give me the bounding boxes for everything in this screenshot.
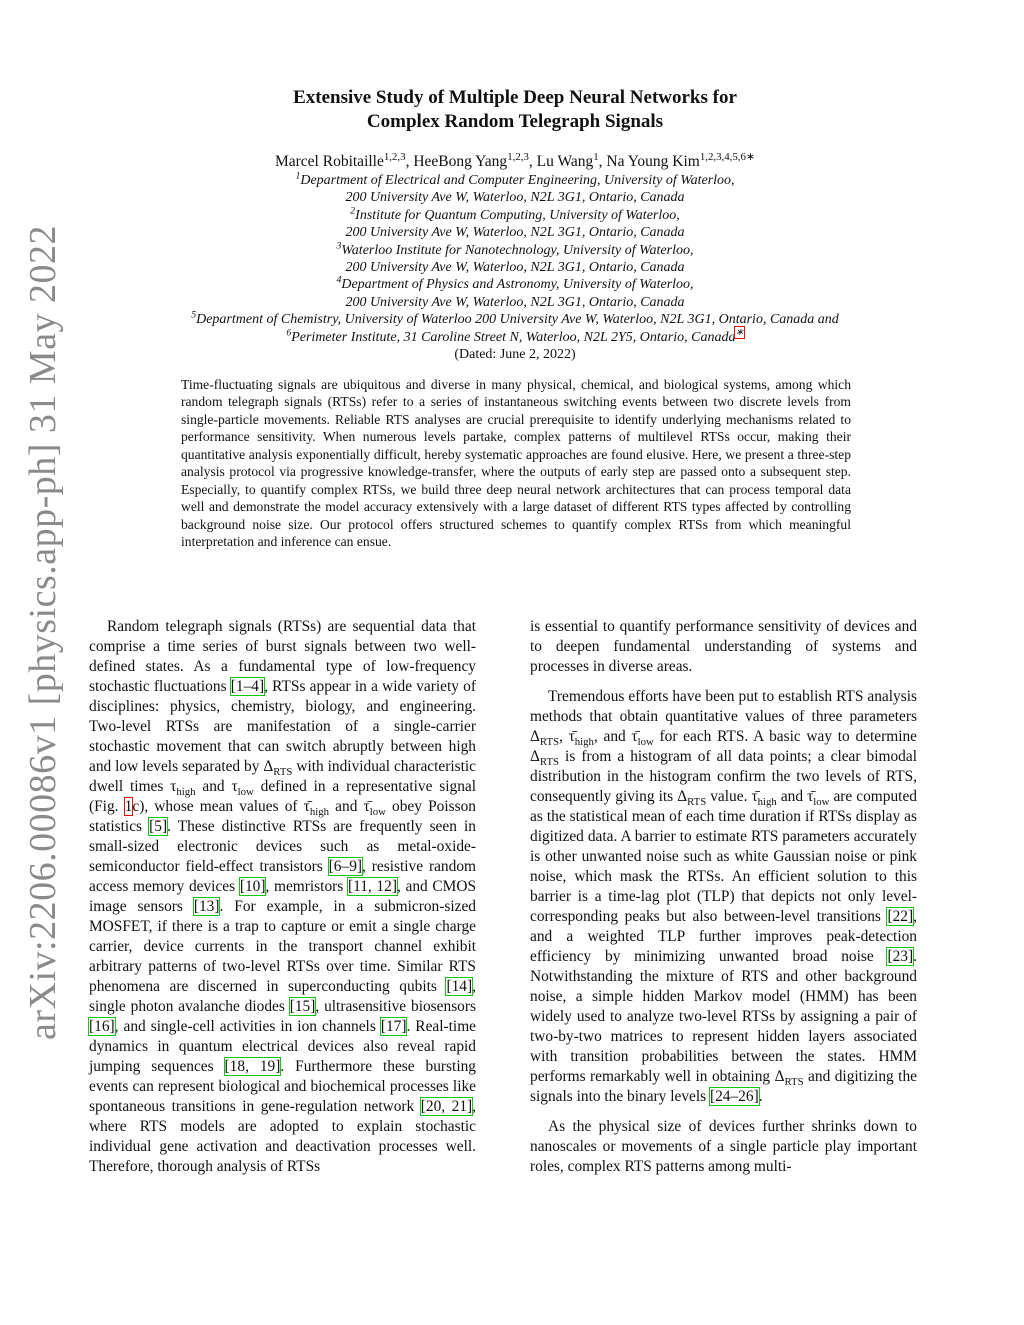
affiliations [100, 172, 930, 363]
author-list: Marcel Robitaille$^{1,2,3}$, HeeBong Yang$^{1,2,3}$, Lu Wang$^1$, Na Young Kim$^{1,2,3,4,5,6∗}$ [274, 150, 756, 170]
citation-link[interactable]: [13] [193, 898, 220, 915]
abstract: Time-fluctuating signals are ubiquitous and diverse in many physical, chemical, and biological systems, among which random telegraph signals (RTSs) refer to a series of instantaneous switching events between two discrete levels from single-particle movements. Reliable RTS analyses are crucial prerequisite to identify underlying mechanisms related to performance sensitivity. When numerous levels partake, complex patterns of multilevel RTSs occur, making their quantitative analysis exponentially difficult, hereby systematic approaches are found elusive. Here, we present a three-step analysis protocol via progressive knowledge-transfer, where the outputs of early step are passed onto a subsequent step. Especially, to quantify complex RTSs, we build three deep neural network architectures that can process temporal data well and demonstrate the model accuracy extensively with a large dataset of different RTS types affected by controlling background noise size. Our protocol offers structured schemes to quantify complex RTSs from which meaningful interpretation and inference can ensue. [181, 377, 851, 550]
citation-link[interactable]: [18, 19] [224, 1058, 281, 1075]
body-paragraph: is essential to quantify performance sensitivity of devices and to deepen fundamental understanding of systems and processes in diverse areas. [530, 618, 917, 675]
author-name: Na Young Kim [606, 153, 700, 170]
author-name: Marcel Robitaille [274, 153, 384, 170]
affiliation-line: 200 University Ave W, Waterloo, N2L 3G1, Ontario, Canada [345, 225, 685, 241]
affiliation-line: 200 University Ave W, Waterloo, N2L 3G1, Ontario, Canada [345, 260, 685, 276]
citation-link[interactable]: [20, 21] [420, 1098, 473, 1115]
affiliation-line: 200 University Ave W, Waterloo, N2L 3G1, Ontario, Canada [345, 294, 685, 310]
affiliation-line: $^5$Department of Chemistry, University of Waterloo 200 University Ave W, Waterloo, N2L 3G1, Ontario, Canada and [191, 309, 839, 328]
author-affil-sup: 1 [593, 150, 599, 163]
citation-link[interactable]: [11, 12] [347, 878, 397, 895]
paper-title [200, 86, 830, 134]
affiliation-line: $^6$Perimeter Institute, 31 Caroline Street N, Waterloo, N2L 2Y5, Ontario, Canada∗ [286, 327, 744, 345]
affiliation-line: $^2$Institute for Quantum Computing, University of Waterloo, [350, 205, 680, 223]
citation-link[interactable]: [6–9] [328, 858, 363, 875]
citation-link[interactable]: [1–4] [230, 678, 265, 695]
affiliation-line: 200 University Ave W, Waterloo, N2L 3G1, Ontario, Canada [345, 190, 685, 206]
arxiv-margin-stamp: arXiv:2206.00086v1 [physics.app-ph] 31 May 2022 [22, 224, 64, 1040]
title-line-1: Extensive Study of Multiple Deep Neural Networks for [293, 87, 737, 108]
affiliation-line: $^3$Waterloo Institute for Nanotechnology, University of Waterloo, [336, 239, 694, 258]
citation-link[interactable]: [14] [446, 978, 473, 995]
author-name: HeeBong Yang [413, 153, 508, 170]
citation-link[interactable]: [23] [887, 948, 914, 965]
right-column [530, 617, 917, 1177]
citation-link[interactable]: [22] [887, 908, 914, 925]
figure-link[interactable]: 1 [124, 798, 133, 815]
dated-line: (Dated: June 2, 2022) [454, 347, 576, 363]
author-name: Lu Wang [536, 153, 594, 170]
citation-link[interactable]: [15] [289, 998, 316, 1015]
author-affil-sup: 1,2,3 [507, 150, 529, 163]
author-affil-sup: 1,2,3,4,5,6∗ [699, 150, 756, 163]
body-paragraph: Random telegraph signals (RTSs) are sequential data that comprise a time series of burst signals between two well-defined states. As a fundamental type of low-frequency stochastic fluctuations [1–4], RTSs appear in a wide variety of disciplines: physics, chemistry, biology, and engineering. Two-level RTSs are manifestation of a single-carrier stochastic movement that can switch abruptly between high and low levels separated by $\Delta_{RTS}$ with individual characteristic dwell times $\tau_{high}$ and $\tau_{low}$ defined in a representative signal (Fig. 1c), whose mean values of $\taū_{high}$ and $\taū_{low}$ obey Poisson statistics [5]. These distinctive RTSs are frequently seen in small-sized electronic devices such as metal-oxide-semiconductor field-effect transistors [6–9], resistive random access memory devices [10], memristors [11, 12], and CMOS image sensors [13]. For example, in a submicron-sized MOSFET, if there is a trap to capture or emit a single charge carrier, device currents in the transport channel exhibit arbitrary patterns of two-level RTSs over time. Similar RTS phenomena are discerned in superconducting qubits [14], single photon avalanche diodes [15], ultrasensitive biosensors [16], and single-cell activities in ion channels [17]. Real-time dynamics in quantum electrical devices also reveal rapid jumping sequences [18, 19]. Furthermore these bursting events can represent biological and biochemical processes like spontaneous transitions in gene-regulation network [20, 21], where RTS models are adopted to explain stochastic individual gene activation and deactivation processes well. Therefore, thorough analysis of RTSs [89, 618, 477, 1175]
title-line-2: Complex Random Telegraph Signals [366, 111, 664, 132]
citation-link[interactable]: [24–26] [709, 1088, 759, 1105]
author-affil-sup: 1,2,3 [383, 150, 406, 163]
citation-link[interactable]: [16] [89, 1018, 115, 1035]
citation-link[interactable]: [17] [380, 1018, 407, 1035]
citation-link[interactable]: [10] [239, 878, 266, 895]
affiliation-line: $^1$Department of Electrical and Computer Engineering, University of Waterloo, [295, 170, 735, 188]
affiliation-line: $^4$Department of Physics and Astronomy, University of Waterloo, [336, 274, 694, 293]
left-column [89, 617, 476, 1177]
body-paragraph: As the physical size of devices further shrinks down to nanoscales or movements of a single particle play important roles, complex RTS patterns among multi- [530, 1118, 917, 1175]
body-paragraph: Tremendous efforts have been put to establish RTS analysis methods that obtain quantitative values of three parameters $\Delta_{RTS}$, $\taū_{high}$, and $\taū_{low}$ for each RTS. A basic way to determine $\Delta_{RTS}$ is from a histogram of all data points; a clear bimodal distribution in the histogram confirm the two levels of RTS, consequently giving its $\Delta_{RTS}$ value. $\taū_{high}$ and $\taū_{low}$ are computed as the statistical mean of each time duration if RTSs display as digitized data. A barrier to estimate RTS parameters accurately is other unwanted noise such as white Gaussian noise or pink noise, which mask the RTSs. An efficient solution to this barrier is a time-lag plot (TLP) that depicts not only level-corresponding peaks but also between-level transitions [22], and a weighted TLP further improves peak-detection efficiency by minimizing unwanted broad noise [23]. Notwithstanding the mixture of RTS and other background noise, a simple hidden Markov model (HMM) has been widely used to analyze two-level RTSs by assigning a pair of two-by-two matrices to represent hidden layers associated with transition probabilities between the states. HMM performs remarkably well in obtaining $\Delta_{RTS}$ and digitizing the signals into the binary levels [24–26]. [530, 688, 918, 1105]
corresponding-author-link[interactable]: ∗ [735, 327, 744, 338]
citation-link[interactable]: [5] [149, 818, 168, 835]
